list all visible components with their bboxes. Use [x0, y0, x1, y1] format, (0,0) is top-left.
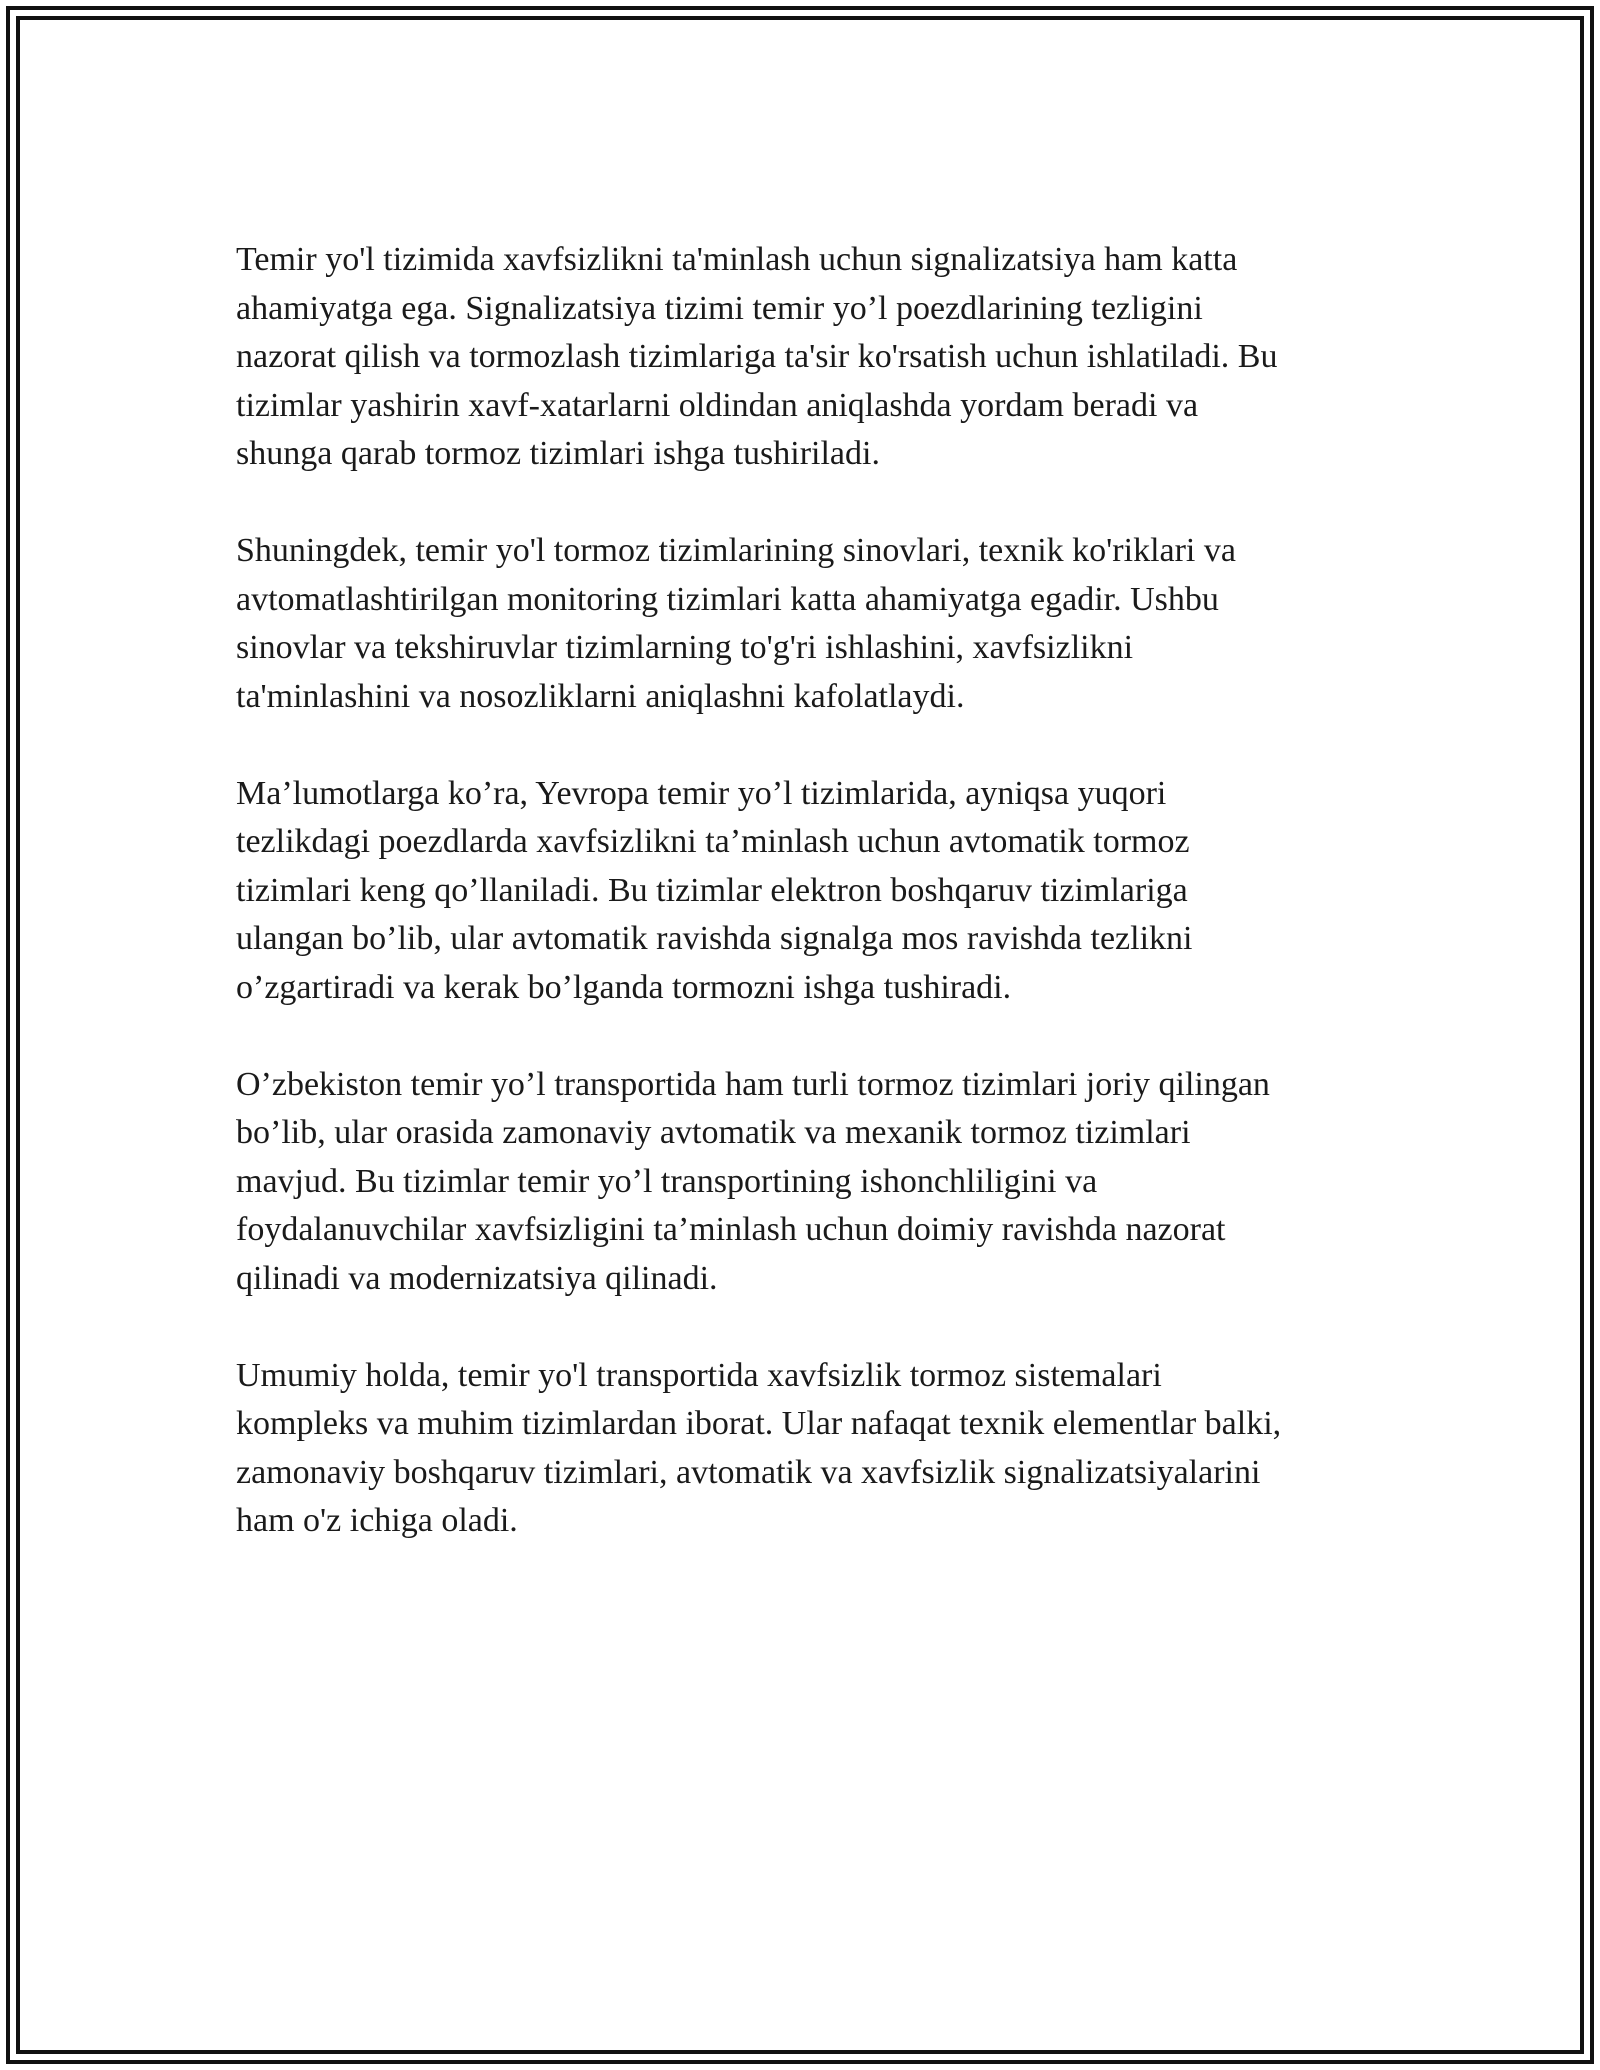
paragraph-signalization: Temir yo'l tizimida xavfsizlikni ta'minlash uchun signalizatsiya ham katta ahamiyatga ega. Signalizatsiya tizimi temir yo’l poezdlarining tezligini nazorat qilish va tormozlash tizimlariga ta'sir ko'rsatish uchun ishlatiladi. Bu tizimlar yashirin xavf-xatarlarni oldindan aniqlashda yordam beradi va shunga qarab tormoz tizimlari ishga tushiriladi.: [236, 241, 1278, 472]
paragraph-conclusion: Umumiy holda, temir yo'l transportida xavfsizlik tormoz sistemalari kompleks va muhim tizimlardan iborat. Ular nafaqat texnik elementlar balki, zamonaviy boshqaruv tizimlari, avtomatik va xavfsizlik signalizatsiyalarini ham o'z ichiga oladi.: [236, 1356, 1282, 1539]
paragraph-europe-systems: Ma’lumotlarga ko’ra, Yevropa temir yo’l tizimlarida, ayniqsa yuqori tezlikdagi poezdlarda xavfsizlikni ta’minlash uchun avtomatik tormoz tizimlari keng qo’llaniladi. Bu tizimlar elektron boshqaruv tizimlariga ulangan bo’lib, ular avtomatik ravishda signalga mos ravishda tezlikni o’zgartiradi va kerak bo’lganda tormozni ishga tushiradi.: [236, 774, 1193, 1006]
document-body: [236, 236, 1376, 1594]
paragraph-testing-monitoring: Shuningdek, temir yo'l tormoz tizimlarining sinovlari, texnik ko'riklari va avtomatlashtirilgan monitoring tizimlari katta ahamiyatga egadir. Ushbu sinovlar va tekshiruvlar tizimlarning to'g'ri ishlashini, xavfsizlikni ta'minlashini va nosozliklarni aniqlashni kafolatlaydi.: [236, 532, 1236, 715]
paragraph-uzbekistan-systems: O’zbekiston temir yo’l transportida ham turli tormoz tizimlari joriy qilingan bo’lib, ular orasida zamonaviy avtomatik va mexanik tormoz tizimlari mavjud. Bu tizimlar temir yo’l transportining ishonchliligini va foydalanuvchilar xavfsizligini ta’minlash uchun doimiy ravishda nazorat qilinadi va modernizatsiya qilinadi.: [236, 1065, 1270, 1297]
